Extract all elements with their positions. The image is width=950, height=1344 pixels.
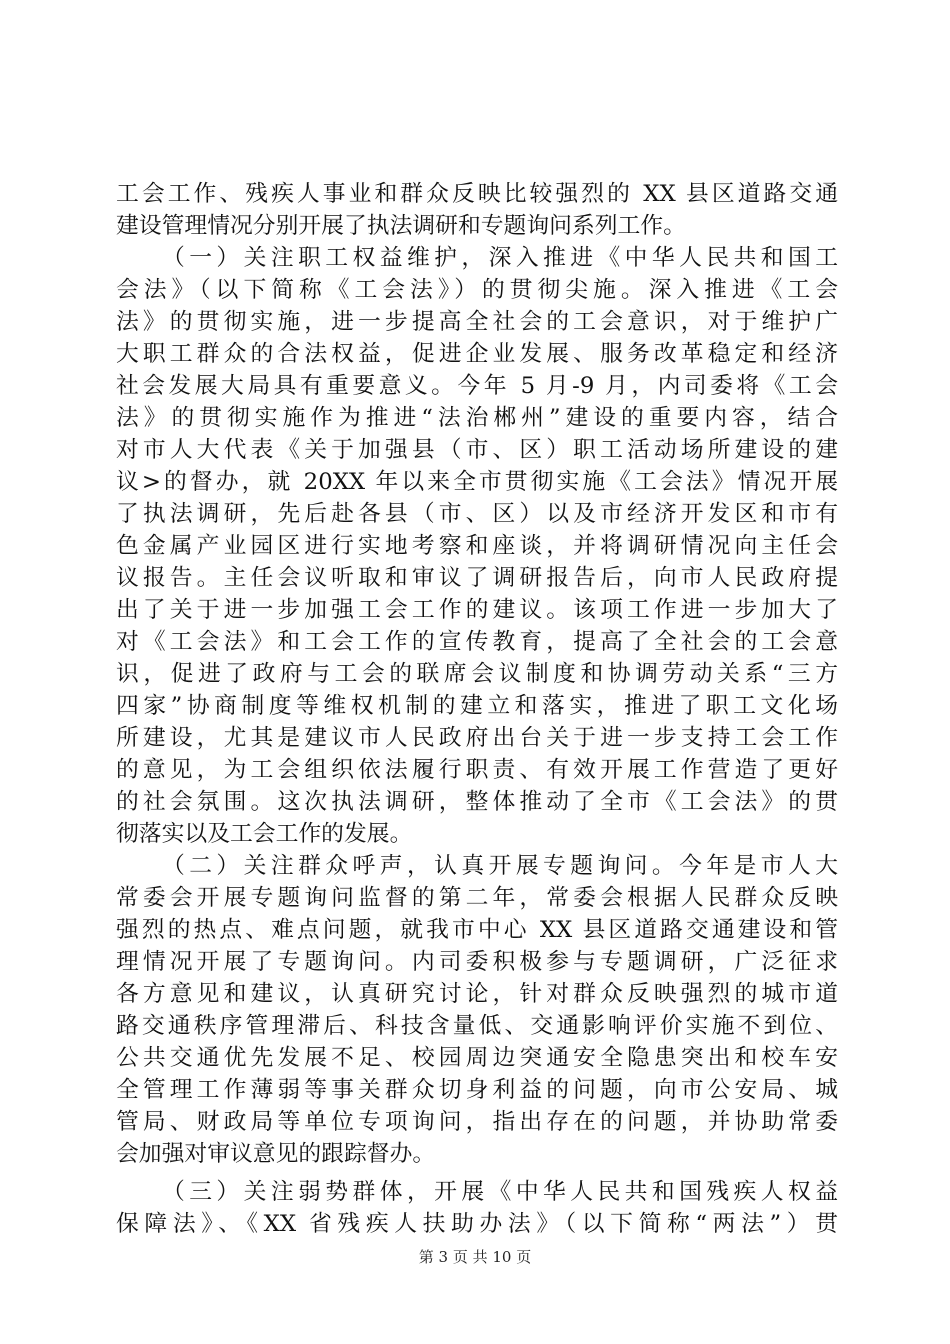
text-line: 会加强对审议意见的跟踪督办。 — [116, 1141, 436, 1167]
text-line: 识，促进了政府与工会的联席会议制度和协调劳动关系“三方 — [116, 661, 838, 687]
text-line: 对市人大代表《关于加强县（市、区）职工活动场所建设的建 — [116, 437, 838, 463]
text-line: 彻落实以及工会工作的发展。 — [116, 821, 413, 847]
text-line: 建设管理情况分别开展了执法调研和专题询问系列工作。 — [116, 213, 686, 239]
text-line: 对《工会法》和工会工作的宣传教育，提高了全社会的工会意 — [116, 629, 838, 655]
text-line: 管局、财政局等单位专项询问，指出存在的问题，并协助常委 — [116, 1109, 838, 1135]
text-line: 大职工群众的合法权益，促进企业发展、服务改革稳定和经济 — [116, 341, 838, 367]
paragraph-heading-1: （一）关注职工权益维护，深入推进《中华人民共和国工 — [162, 245, 838, 271]
text-line: 所建设，尤其是建议市人民政府出台关于进一步支持工会工作 — [116, 725, 838, 751]
text-line: 社会发展大局具有重要意义。今年 5 月-9 月，内司委将《工会 — [116, 373, 838, 399]
text-line: 色金属产业园区进行实地考察和座谈，并将调研情况向主任会 — [116, 533, 838, 559]
document-body — [116, 178, 838, 1240]
paragraph-heading-3: （三）关注弱势群体，开展《中华人民共和国残疾人权益 — [162, 1179, 838, 1205]
text-line: 议报告。主任会议听取和审议了调研报告后，向市人民政府提 — [116, 565, 838, 591]
text-line: 强烈的热点、难点问题，就我市中心 XX 县区道路交通建设和管 — [116, 917, 838, 943]
text-line: 各方意见和建议，认真研究讨论，针对群众反映强烈的城市道 — [116, 981, 838, 1007]
text-line: 议>的督办，就 20XX 年以来全市贯彻实施《工会法》情况开展 — [116, 469, 838, 495]
text-line: 保障法》、《XX 省残疾人扶助办法》（以下简称“两法”）贯 — [116, 1211, 838, 1237]
text-line: 全管理工作薄弱等事关群众切身利益的问题，向市公安局、城 — [116, 1077, 838, 1103]
text-line: 了执法调研，先后赴各县（市、区）以及市经济开发区和市有 — [116, 501, 838, 527]
text-line: 会法》（以下简称《工会法》）的贯彻尖施。深入推进《工会 — [116, 277, 838, 303]
text-line: 路交通秩序管理滞后、科技含量低、交通影响评价实施不到位、 — [116, 1013, 838, 1039]
text-line: 常委会开展专题询问监督的第二年，常委会根据人民群众反映 — [116, 885, 838, 911]
paragraph-heading-2: （二）关注群众呼声，认真开展专题询问。今年是市人大 — [162, 853, 838, 879]
text-line: 法》的贯彻实施，进一步提高全社会的工会意识，对于维护广 — [116, 309, 838, 335]
text-line: 的社会氛围。这次执法调研，整体推动了全市《工会法》的贯 — [116, 789, 838, 815]
text-line: 法》的贯彻实施作为推进“法治郴州”建设的重要内容，结合 — [116, 405, 838, 431]
page-number-footer: 第 3 页 共 10 页 — [418, 1248, 532, 1266]
text-line: 工会工作、残疾人事业和群众反映比较强烈的 XX 县区道路交通 — [116, 181, 838, 207]
text-line: 四家”协商制度等维权机制的建立和落实，推进了职工文化场 — [116, 693, 838, 719]
text-line: 理情况开展了专题询问。内司委积极参与专题调研，广泛征求 — [116, 949, 838, 975]
text-line: 的意见，为工会组织依法履行职责、有效开展工作营造了更好 — [116, 757, 838, 783]
text-line: 公共交通优先发展不足、校园周边突通安全隐患突出和校车安 — [116, 1045, 838, 1071]
text-line: 出了关于进一步加强工会工作的建议。该项工作进一步加大了 — [116, 597, 838, 623]
